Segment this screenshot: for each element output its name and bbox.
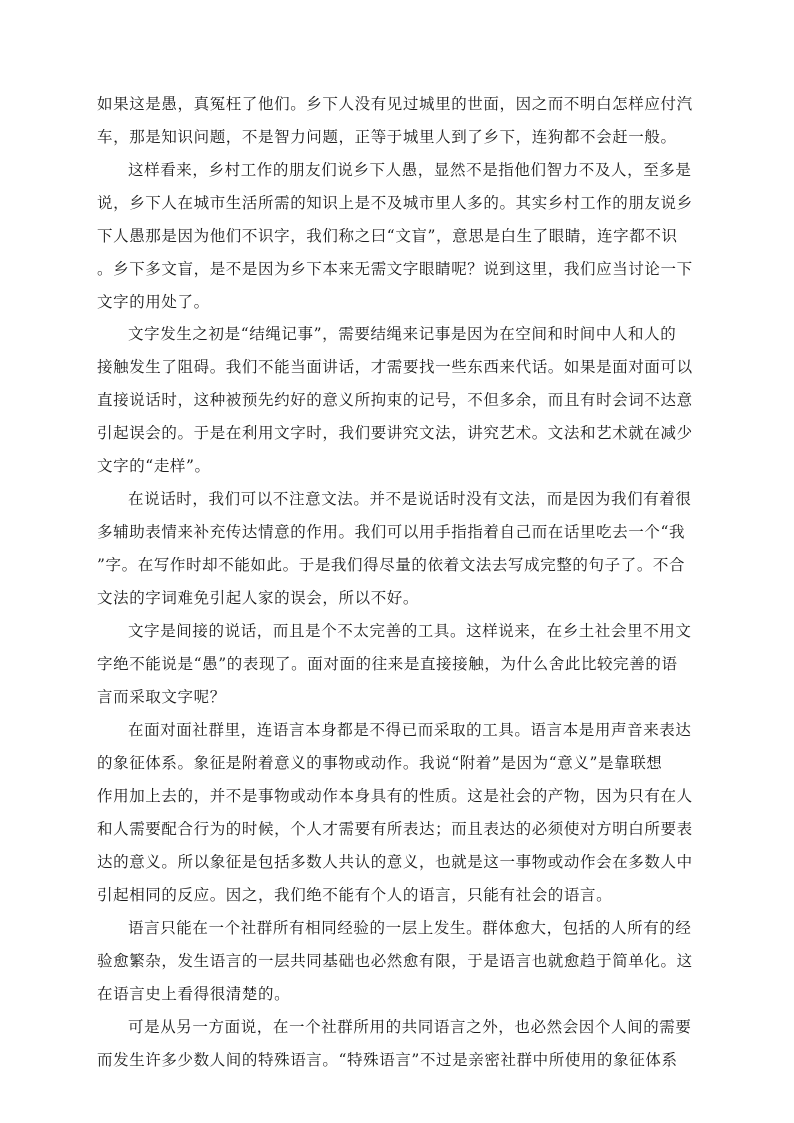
text-line: 文字的“走样”。 [97,457,211,475]
text-line: 说，乡下人在城市生活所需的知识上是不及城市里人多的。其实乡村工作的朋友说乡 [97,194,693,212]
text-line: 字绝不能说是“愚”的表现了。面对面的往来是直接接触，为什么舍此比较完善的语 [97,655,678,673]
text-line: 引起相同的反应。因之，我们绝不能有个人的语言，只能有社会的语言。 [97,886,613,904]
text-line: 作用加上去的，并不是事物或动作本身具有的性质。这是社会的产物，因为只有在人 [97,787,693,805]
text-line: 文字的用处了。 [97,293,210,311]
text-line: 达的意义。所以象征是包括多数人共认的意义，也就是这一事物或动作会在多数人中 [97,853,693,871]
text-line: 车，那是知识问题，不是智力问题，正等于城里人到了乡下，连狗都不会赶一般。 [97,128,677,146]
text-line: 。乡下多文盲，是不是因为乡下本来无需文字眼睛呢？说到这里，我们应当讨论一下 [97,260,693,278]
text-line: 验愈繁杂，发生语言的一层共同基础也必然愈有限，于是语言也就愈趋于简单化。这 [97,952,693,970]
paragraph-start-line: 这样看来，乡村工作的朋友们说乡下人愚，显然不是指他们智力不及人，至多是 [128,161,692,179]
paragraph-start-line: 语言只能在一个社群所有相同经验的一层上发生。群体愈大，包括的人所有的经 [128,919,692,937]
text-line: 的象征体系。象征是附着意义的事物或动作。我说“附着”是因为“意义”是靠联想 [97,754,663,772]
paragraph-start-line: 在说话时，我们可以不注意文法。并不是说话时没有文法，而是因为我们有着很 [128,490,692,508]
text-line: 下人愚那是因为他们不识字，我们称之曰“文盲”，意思是白生了眼睛，连字都不识 [97,227,678,245]
text-line: ”字。在写作时却不能如此。于是我们得尽量的依着文法去写成完整的句子了。不合 [97,556,686,574]
text-line: 言而采取文字呢？ [97,688,226,706]
paragraph-start-line: 可是从另一方面说，在一个社群所用的共同语言之外，也必然会因个人间的需要 [128,1018,692,1036]
text-line: 如果这是愚，真冤枉了他们。乡下人没有见过城里的世面，因之而不明白怎样应付汽 [97,95,693,113]
text-line: 直接说话时，这种被预先约好的意义所拘束的记号，不但多余，而且有时会词不达意 [97,391,693,409]
text-line: 文法的字词难免引起人家的误会，所以不好。 [97,589,420,607]
text-line: 多辅助表情来补充传达情意的作用。我们可以用手指指着自己而在话里吃去一个“我 [97,523,686,541]
text-line: 引起误会的。于是在利用文字时，我们要讲究文法，讲究艺术。文法和艺术就在减少 [97,424,693,442]
text-line: 在语言史上看得很清楚的。 [97,985,291,1003]
text-line: 接触发生了阻碍。我们不能当面讲话，才需要找一些东西来代话。如果是面对面可以 [97,358,693,376]
paragraph-start-line: 文字是间接的说话，而且是个不太完善的工具。这样说来，在乡土社会里不用文 [128,622,692,640]
paragraph-start-line: 文字发生之初是“结绳记事”，需要结绳来记事是因为在空间和时间中人和人的 [128,325,677,343]
paragraph-start-line: 在面对面社群里，连语言本身都是不得已而采取的工具。语言本是用声音来表达 [128,721,692,739]
text-line: 而发生许多少数人间的特殊语言。“特殊语言”不过是亲密社群中所使用的象征体系 [97,1051,678,1069]
text-line: 和人需要配合行为的时候，个人才需要有所表达；而且表达的必须使对方明白所要表 [97,820,693,838]
